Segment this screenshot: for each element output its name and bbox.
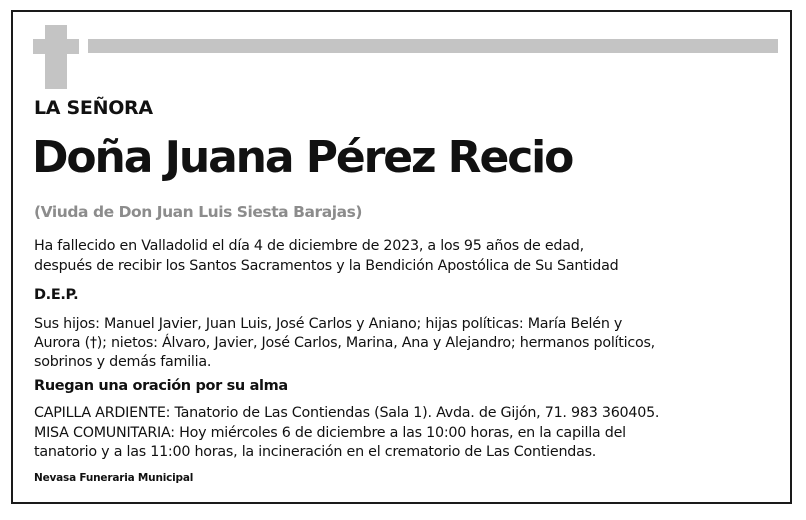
death-announcement-line-2: después de recibir los Santos Sacramentos y la Bendición Apostólica de Su Santidad [34,258,619,274]
prayer-request: Ruegan una oración por su alma [34,378,288,394]
cross-vertical-bar [45,25,67,89]
family-line-1: Sus hijos: Manuel Javier, Juan Luis, José Carlos y Aniano; hijas políticas: María Belén y [34,316,623,332]
header-rule [88,39,778,53]
family-line-2: Aurora (†); nietos: Álvaro, Javier, José Carlos, Marina, Ana y Alejandro; hermanos políticos, [34,335,655,351]
service-line-1: CAPILLA ARDIENTE: Tanatorio de Las Contiendas (Sala 1). Avda. de Gijón, 71. 983 360405. [34,405,660,421]
deceased-name: Doña Juana Pérez Recio [32,132,573,183]
service-line-3: tanatorio y a las 11:00 horas, la incineración en el crematorio de Las Contiendas. [34,444,597,460]
service-line-2: MISA COMUNITARIA: Hoy miércoles 6 de diciembre a las 10:00 horas, en la capilla del [34,425,626,441]
dep-heading: D.E.P. [34,287,79,303]
death-announcement-line-1: Ha fallecido en Valladolid el día 4 de diciembre de 2023, a los 95 años de edad, [34,238,584,254]
honorific-title: LA SEÑORA [34,97,153,119]
cross-horizontal-bar [33,39,79,54]
family-line-3: sobrinos y demás familia. [34,354,212,370]
widow-of-line: (Viuda de Don Juan Luis Siesta Barajas) [34,203,362,221]
funeral-home-credit: Nevasa Funeraria Municipal [34,472,194,484]
